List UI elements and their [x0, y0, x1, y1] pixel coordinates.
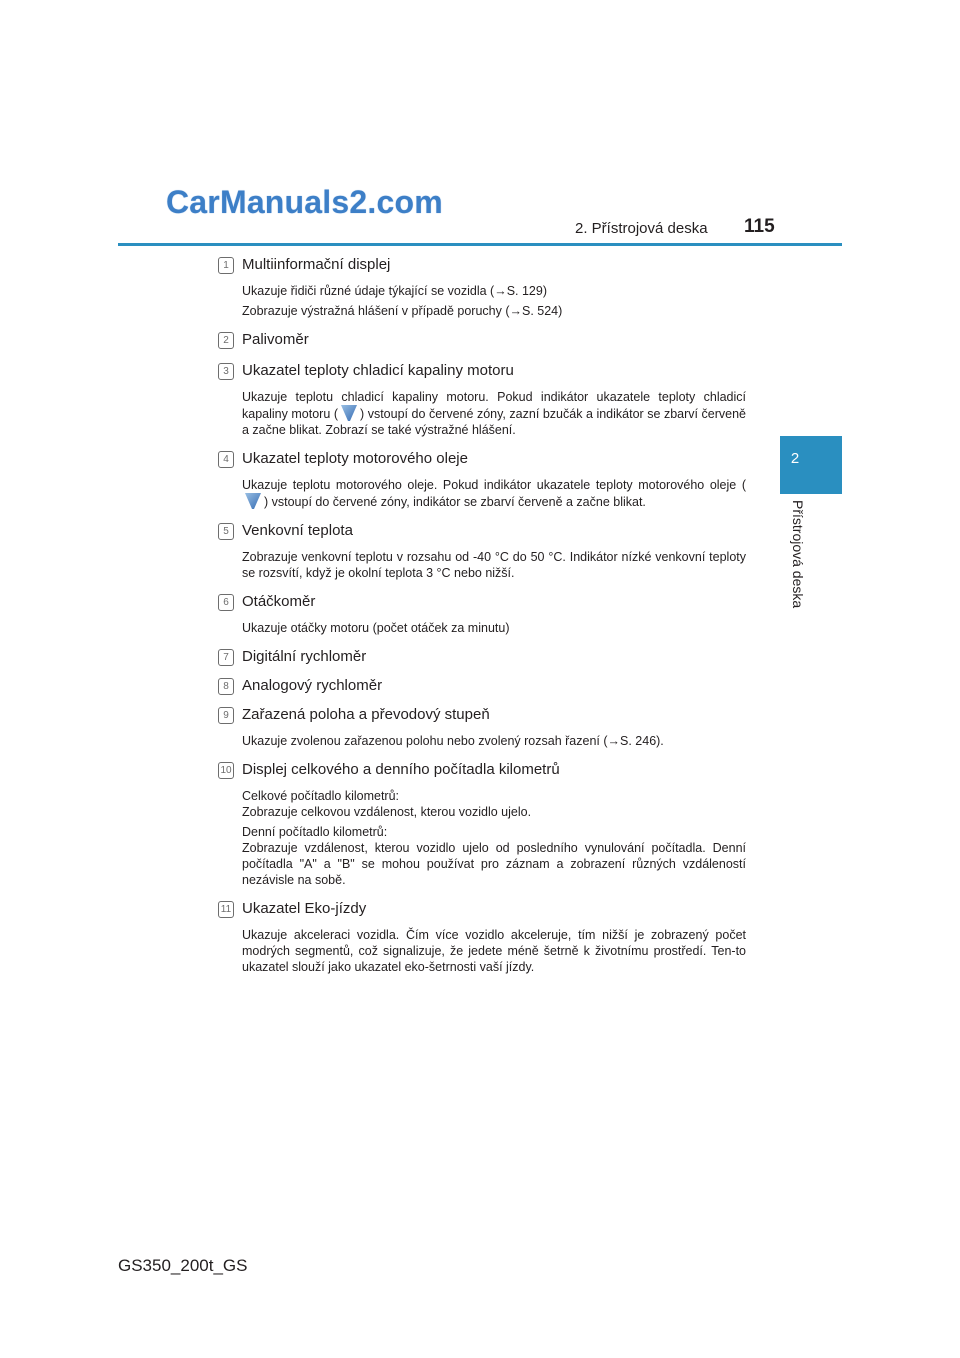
item-number-badge: 9	[218, 707, 234, 724]
item-description: Zobrazuje venkovní teplotu v rozsahu od -40 °C do 50 °C. Indikátor nízké venkovní teploty se rozsvítí, když je okolní teplota 3 °C nebo nižší.	[242, 550, 746, 580]
item-title: Venkovní teplota	[242, 522, 353, 539]
footer-model-code: GS350_200t_GS	[118, 1256, 248, 1275]
item-number-badge: 3	[218, 363, 234, 380]
list-item	[218, 759, 746, 888]
item-number-badge: 5	[218, 523, 234, 540]
item-number-badge: 7	[218, 649, 234, 666]
item-number-badge: 11	[218, 901, 234, 918]
watermark: CarManuals2.com	[166, 184, 443, 220]
chapter-label: Přístrojová deska	[790, 500, 806, 609]
item-title: Ukazatel Eko-jízdy	[242, 900, 367, 917]
temperature-gauge-icon	[243, 493, 263, 509]
item-description: Zobrazuje vzdálenost, kterou vozidlo ujelo od posledního vynulování počítadla. Denní počítadla "A" a "B" se mohou používat pro záznam a zobrazení různých vzdáleností nezávisle na sobě.	[242, 841, 746, 887]
item-description: Ukazuje řidiči různé údaje týkající se vozidla (→S. 129)	[242, 284, 547, 298]
item-number-badge: 10	[218, 762, 234, 779]
item-description: Celkové počítadlo kilometrů:	[242, 789, 400, 803]
item-number-badge: 4	[218, 451, 234, 468]
header-rule	[118, 243, 842, 246]
item-title: Ukazatel teploty motorového oleje	[242, 450, 468, 467]
item-title: Zařazená poloha a převodový stupeň	[242, 706, 490, 723]
list-item	[218, 520, 746, 581]
page-number: 115	[744, 216, 775, 237]
item-description: Ukazuje teplotu chladicí kapaliny motoru. Pokud indikátor ukazatele teploty chladicí kapaliny motoru ( ) vstoupí do červené zóny, zazní bzučák a indikátor se zbarví červeně a začne blikat. Zobrazí se také výstražné hlášení.	[242, 390, 747, 437]
list-item	[218, 448, 746, 510]
item-description: Denní počítadlo kilometrů:	[242, 825, 388, 839]
item-description: Zobrazuje celkovou vzdálenost, kterou vozidlo ujelo.	[242, 805, 532, 819]
item-title: Otáčkoměr	[242, 593, 316, 610]
item-title: Displej celkového a denního počítadla kilometrů	[242, 761, 560, 778]
item-title: Ukazatel teploty chladicí kapaliny motoru	[242, 362, 514, 379]
item-number-badge: 8	[218, 678, 234, 695]
section-title: 2. Přístrojová deska	[575, 220, 708, 237]
chapter-tab	[780, 436, 842, 494]
item-description: Ukazuje teplotu motorového oleje. Pokud indikátor ukazatele teploty motorového oleje () vstoupí do červené zóny, indikátor se zbarví červeně a začne blikat.	[242, 478, 746, 509]
item-title: Digitální rychloměr	[242, 648, 367, 665]
chapter-number: 2	[790, 450, 800, 467]
list-item	[218, 898, 746, 975]
item-title: Palivoměr	[242, 331, 309, 348]
list-item	[218, 360, 746, 438]
list-item	[218, 254, 746, 319]
item-description: Ukazuje zvolenou zařazenou polohu nebo zvolený rozsah řazení (→S. 246).	[242, 734, 664, 748]
temperature-gauge-icon	[339, 405, 359, 421]
item-description: Ukazuje akceleraci vozidla. Čím více vozidlo akceleruje, tím nižší je zobrazený počet modrých segmentů, což signalizuje, že jedete méně šetrně k životnímu prostředí. Ten-to ukazatel slouží jako ukazatel eko-šetrnosti vaší jízdy.	[242, 928, 746, 974]
item-list	[218, 254, 746, 975]
list-item	[218, 646, 746, 667]
item-number-badge: 6	[218, 594, 234, 611]
list-item	[218, 704, 746, 749]
item-number-badge: 1	[218, 257, 234, 274]
item-title: Analogový rychloměr	[242, 677, 383, 694]
list-item	[218, 329, 746, 350]
item-description: Zobrazuje výstražná hlášení v případě poruchy (→S. 524)	[242, 304, 563, 318]
item-title: Multiinformační displej	[242, 256, 391, 273]
item-number-badge: 2	[218, 332, 234, 349]
list-item	[218, 591, 746, 636]
list-item	[218, 675, 746, 696]
item-description: Ukazuje otáčky motoru (počet otáček za minutu)	[242, 621, 510, 635]
